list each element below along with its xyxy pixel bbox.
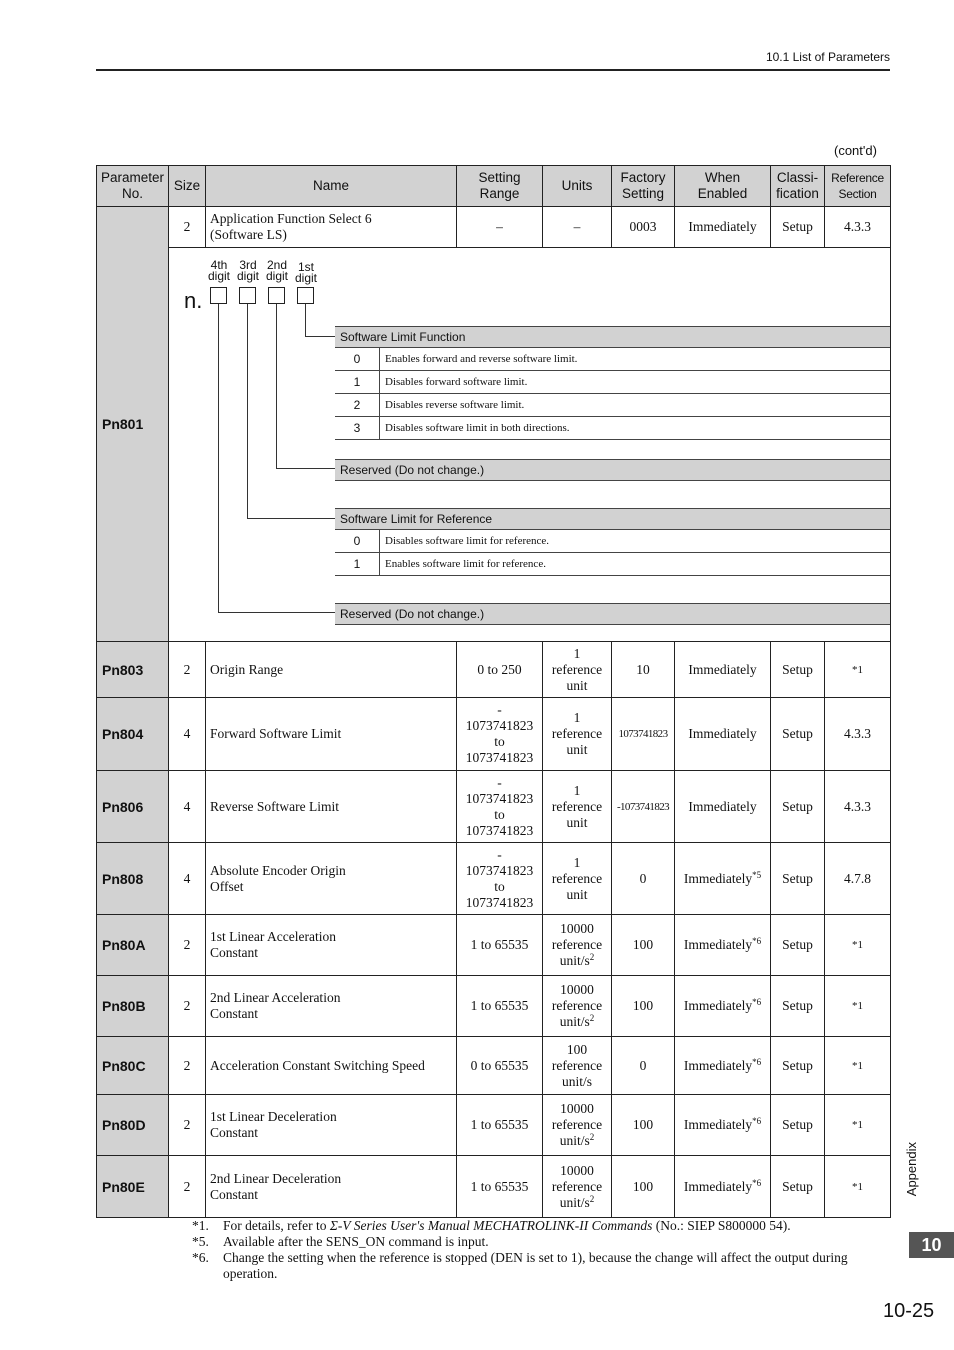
table-row bbox=[97, 843, 891, 915]
param-class: Setup bbox=[771, 698, 825, 771]
table-row bbox=[97, 642, 891, 698]
param-class: Setup bbox=[771, 915, 825, 976]
param-when: Immediately$^{*6}$ bbox=[675, 976, 771, 1037]
param-when: Immediately$^{*6}$ bbox=[675, 1037, 771, 1095]
table-row-pn801-diagram bbox=[97, 248, 891, 642]
param-units: – bbox=[543, 207, 612, 248]
digit-label-3rd: 3rd digit bbox=[236, 258, 259, 283]
param-when: Immediately$^{*6}$ bbox=[675, 1156, 771, 1218]
table-row bbox=[97, 1156, 891, 1218]
param-reference: *1 bbox=[825, 1095, 891, 1156]
param-factory: 100 bbox=[612, 1095, 675, 1156]
param-id: Pn80B bbox=[97, 976, 169, 1037]
col-setting-range: Setting Range bbox=[457, 166, 543, 207]
param-factory: 0 bbox=[612, 843, 675, 915]
param-units: 100 reference unit/s bbox=[543, 1037, 612, 1095]
footnote: *1. For details, refer to Σ-V Series User's Manual MECHATROLINK-II Commands (No.: SIEP S800000 54). bbox=[192, 1218, 791, 1233]
param-range: 0 to 65535 bbox=[457, 1037, 543, 1095]
param-id: Pn80A bbox=[97, 915, 169, 976]
option-row: 0 Disables software limit for reference. bbox=[335, 530, 890, 553]
param-factory: 100 bbox=[612, 915, 675, 976]
digit-box-4th bbox=[210, 287, 227, 304]
digit-label-2nd: 2nd digit bbox=[265, 258, 288, 283]
connector-4th bbox=[218, 304, 219, 613]
continued-label: (cont'd) bbox=[834, 143, 877, 158]
option-row: 1 Enables software limit for reference. bbox=[335, 553, 890, 576]
col-units: Units bbox=[543, 166, 612, 207]
param-when: Immediately$^{*6}$ bbox=[675, 915, 771, 976]
connector-1st-h bbox=[305, 336, 335, 337]
param-class: Setup bbox=[771, 1156, 825, 1218]
param-range: - 1073741823 to 1073741823 bbox=[457, 843, 543, 915]
connector-2nd bbox=[276, 304, 277, 469]
digit-label-1st: 1st digit bbox=[294, 260, 317, 285]
param-units: 10000 reference unit/$s^2$ bbox=[543, 915, 612, 976]
table-row bbox=[97, 976, 891, 1037]
param-range: - 1073741823 to 1073741823 bbox=[457, 698, 543, 771]
header-row bbox=[97, 166, 891, 207]
param-reference: *1 bbox=[825, 976, 891, 1037]
param-size: 2 bbox=[169, 976, 206, 1037]
param-class: Setup bbox=[771, 207, 825, 248]
param-id: Pn806 bbox=[97, 771, 169, 843]
param-name: 2nd Linear Acceleration Constant bbox=[206, 976, 457, 1037]
param-factory: 100 bbox=[612, 1156, 675, 1218]
parameter-table bbox=[96, 165, 891, 1218]
side-tab-label: Appendix bbox=[904, 1142, 919, 1197]
param-id: Pn804 bbox=[97, 698, 169, 771]
param-factory: 100 bbox=[612, 976, 675, 1037]
param-units: 10000 reference unit/$s^2$ bbox=[543, 976, 612, 1037]
param-name: Application Function Select 6 (Software LS) bbox=[206, 207, 457, 248]
param-range: 0 to 250 bbox=[457, 642, 543, 698]
param-range: 1 to 65535 bbox=[457, 915, 543, 976]
param-factory: 0003 bbox=[612, 207, 675, 248]
digit-diagram bbox=[169, 248, 891, 642]
header-rule bbox=[96, 69, 890, 71]
param-when: Immediately bbox=[675, 771, 771, 843]
param-factory: 0 bbox=[612, 1037, 675, 1095]
param-size: 2 bbox=[169, 1095, 206, 1156]
digit-box-3rd bbox=[239, 287, 256, 304]
param-class: Setup bbox=[771, 843, 825, 915]
param-size: 4 bbox=[169, 771, 206, 843]
digit-box-1st bbox=[297, 287, 314, 304]
table-row bbox=[97, 915, 891, 976]
param-when: Immediately$^{*5}$ bbox=[675, 843, 771, 915]
param-reference: 4.7.8 bbox=[825, 843, 891, 915]
param-name: Absolute Encoder Origin Offset bbox=[206, 843, 457, 915]
param-when: Immediately bbox=[675, 698, 771, 771]
param-id: Pn801 bbox=[97, 207, 169, 642]
param-reference: *1 bbox=[825, 1037, 891, 1095]
param-name: Acceleration Constant Switching Speed bbox=[206, 1037, 457, 1095]
page-number: 10-25 bbox=[883, 1300, 935, 1322]
col-param-no: Parameter No. bbox=[97, 166, 169, 207]
param-range: – bbox=[457, 207, 543, 248]
param-size: 2 bbox=[169, 1156, 206, 1218]
param-factory: 10 bbox=[612, 642, 675, 698]
col-factory: Factory Setting bbox=[612, 166, 675, 207]
table-row bbox=[97, 771, 891, 843]
table-row bbox=[97, 1037, 891, 1095]
param-size: 4 bbox=[169, 843, 206, 915]
param-class: Setup bbox=[771, 771, 825, 843]
option-row: 2 Disables reverse software limit. bbox=[335, 394, 890, 417]
param-units: 1 reference unit bbox=[543, 771, 612, 843]
param-id: Pn80E bbox=[97, 1156, 169, 1218]
param-id: Pn80D bbox=[97, 1095, 169, 1156]
digit-box-2nd bbox=[268, 287, 285, 304]
param-units: 1 reference unit bbox=[543, 843, 612, 915]
param-class: Setup bbox=[771, 1095, 825, 1156]
param-class: Setup bbox=[771, 976, 825, 1037]
footnote: *5. Available after the SENS_ON command is input. bbox=[192, 1234, 489, 1249]
param-id: Pn803 bbox=[97, 642, 169, 698]
param-size: 4 bbox=[169, 698, 206, 771]
running-header: 10.1 List of Parameters bbox=[765, 50, 890, 64]
param-reference: *1 bbox=[825, 1156, 891, 1218]
section-software-limit-reference bbox=[335, 508, 890, 576]
table-row bbox=[97, 698, 891, 771]
param-units: 10000 reference unit/$s^2$ bbox=[543, 1156, 612, 1218]
param-name: Origin Range bbox=[206, 642, 457, 698]
param-size: 2 bbox=[169, 1037, 206, 1095]
param-reference: 4.3.3 bbox=[825, 771, 891, 843]
param-name: 1st Linear Acceleration Constant bbox=[206, 915, 457, 976]
section-reserved-2nd: Reserved (Do not change.) bbox=[335, 459, 890, 481]
section-title: Software Limit for Reference bbox=[335, 508, 890, 530]
option-row: 0 Enables forward and reverse software limit. bbox=[335, 348, 890, 371]
footnote: *6. Change the setting when the reference is stopped (DEN is set to 1), because the change will affect the output during operation. bbox=[192, 1250, 848, 1281]
param-name: 1st Linear Deceleration Constant bbox=[206, 1095, 457, 1156]
param-size: 2 bbox=[169, 642, 206, 698]
param-size: 2 bbox=[169, 915, 206, 976]
param-id: Pn80C bbox=[97, 1037, 169, 1095]
param-reference: *1 bbox=[825, 915, 891, 976]
param-name: 2nd Linear Deceleration Constant bbox=[206, 1156, 457, 1218]
param-units: 1 reference unit bbox=[543, 698, 612, 771]
connector-4th-h bbox=[218, 612, 335, 613]
param-range: 1 to 65535 bbox=[457, 1156, 543, 1218]
param-range: - 1073741823 to 1073741823 bbox=[457, 771, 543, 843]
col-when: When Enabled bbox=[675, 166, 771, 207]
param-reference: *1 bbox=[825, 642, 891, 698]
connector-1st bbox=[305, 304, 306, 337]
footnotes bbox=[192, 1218, 892, 1282]
param-factory: -1073741823 bbox=[612, 771, 675, 843]
param-factory: 1073741823 bbox=[612, 698, 675, 771]
col-classification: Classi- fication bbox=[771, 166, 825, 207]
option-row: 1 Disables forward software limit. bbox=[335, 371, 890, 394]
col-size: Size bbox=[169, 166, 206, 207]
param-when: Immediately$^{*6}$ bbox=[675, 1095, 771, 1156]
param-when: Immediately bbox=[675, 642, 771, 698]
param-range: 1 to 65535 bbox=[457, 1095, 543, 1156]
col-reference: Reference Section bbox=[825, 166, 891, 207]
option-row: 3 Disables software limit in both directions. bbox=[335, 417, 890, 440]
param-class: Setup bbox=[771, 642, 825, 698]
table-row bbox=[97, 1095, 891, 1156]
param-name: Reverse Software Limit bbox=[206, 771, 457, 843]
param-class: Setup bbox=[771, 1037, 825, 1095]
param-reference: 4.3.3 bbox=[825, 207, 891, 248]
param-units: 10000 reference unit/$s^2$ bbox=[543, 1095, 612, 1156]
prefix-n: n. bbox=[184, 288, 203, 313]
param-reference: 4.3.3 bbox=[825, 698, 891, 771]
param-size: 2 bbox=[169, 207, 206, 248]
connector-3rd bbox=[247, 304, 248, 519]
chapter-badge: 10 bbox=[909, 1232, 954, 1258]
section-reserved-4th: Reserved (Do not change.) bbox=[335, 603, 890, 625]
section-title: Software Limit Function bbox=[335, 326, 890, 348]
param-id: Pn808 bbox=[97, 843, 169, 915]
digit-label-4th: 4th digit bbox=[207, 258, 230, 283]
param-range: 1 to 65535 bbox=[457, 976, 543, 1037]
param-name: Forward Software Limit bbox=[206, 698, 457, 771]
param-when: Immediately bbox=[675, 207, 771, 248]
section-software-limit-function bbox=[335, 326, 890, 440]
connector-2nd-h bbox=[276, 468, 335, 469]
col-name: Name bbox=[206, 166, 457, 207]
param-units: 1 reference unit bbox=[543, 642, 612, 698]
connector-3rd-h bbox=[247, 518, 335, 519]
table-row-pn801 bbox=[97, 207, 891, 248]
